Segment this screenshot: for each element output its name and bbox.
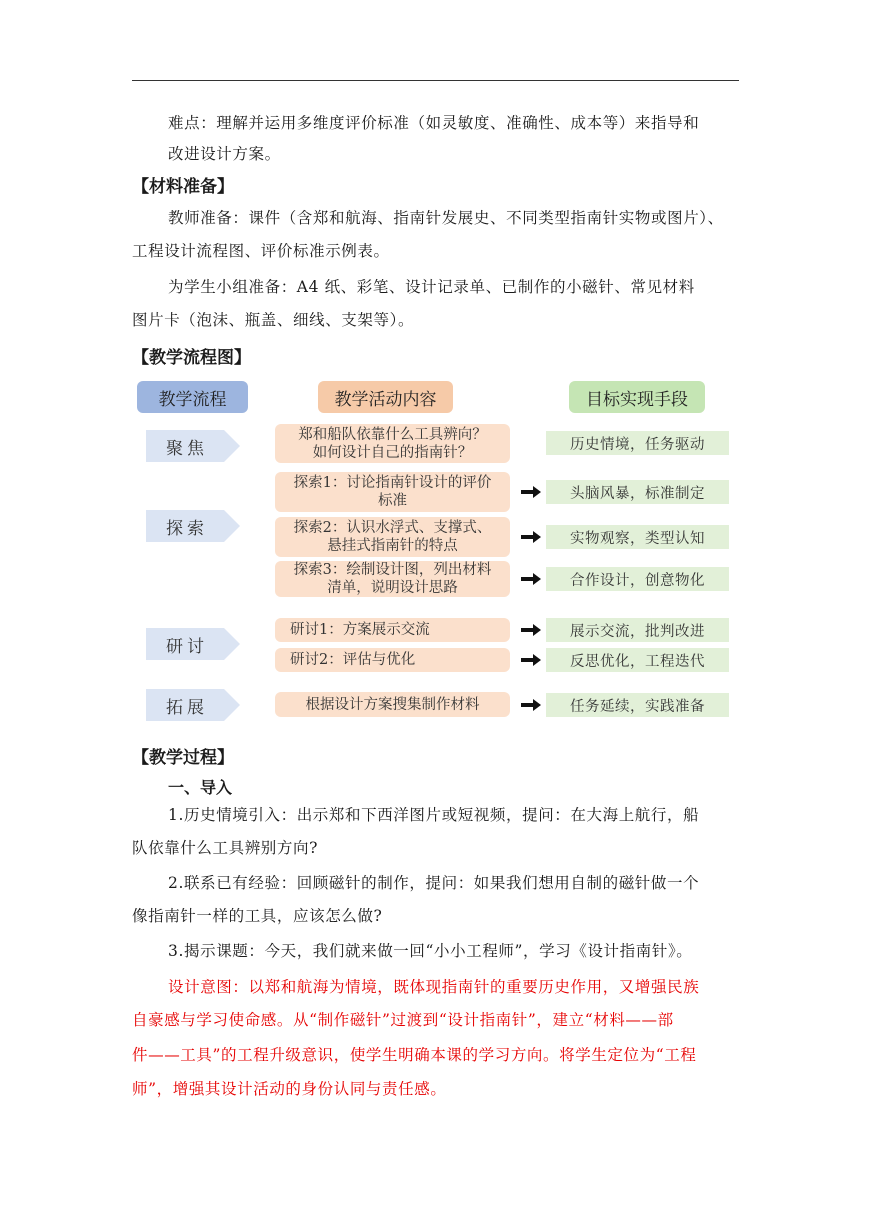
process-item: 像指南针一样的工具，应该怎么做? <box>132 907 383 925</box>
process-item: 队依靠什么工具辨别方向? <box>132 839 319 857</box>
col-header-goal: 目标实现手段 <box>569 381 705 413</box>
goal-box: 合作设计，创意物化 <box>546 567 729 591</box>
intro-subheading: 一、导入 <box>168 778 233 797</box>
activity-line: 研讨2：评估与优化 <box>290 652 416 668</box>
activity-line: 研讨1：方案展示交流 <box>290 622 430 638</box>
design-intent: 师”，增强其设计活动的身份认同与责任感。 <box>132 1080 447 1098</box>
activity-line: 根据设计方案搜集制作材料 <box>305 696 480 713</box>
stage-extend <box>146 689 240 721</box>
header-rule <box>132 80 739 81</box>
activity-line: 探索1：讨论指南针设计的评价 <box>293 475 492 491</box>
activity-box <box>275 472 510 512</box>
activity-line: 探索3：绘制设计图，列出材料 <box>293 562 492 578</box>
activity-box <box>275 424 510 463</box>
right-arrow-icon <box>521 531 541 543</box>
stage-label: 聚焦 <box>166 438 208 459</box>
design-intent: 设计意图：以郑和航海为情境，既体现指南针的重要历史作用，又增强民族 <box>168 978 700 996</box>
goal-box: 实物观察，类型认知 <box>546 525 729 549</box>
activity-box <box>275 618 510 642</box>
stage-explore <box>146 510 240 542</box>
goal-box: 头脑风暴，标准制定 <box>546 480 729 504</box>
activity-box <box>275 692 510 717</box>
process-item: 2.联系已有经验：回顾磁针的制作，提问：如果我们想用自制的磁针做一个 <box>168 874 700 892</box>
goal-box: 展示交流，批判改进 <box>546 618 729 642</box>
right-arrow-icon <box>521 699 541 711</box>
activity-line: 如何设计自己的指南针？ <box>312 444 473 461</box>
right-arrow-icon <box>521 573 541 585</box>
stage-label: 拓展 <box>166 697 208 718</box>
col-header-activity: 教学活动内容 <box>318 381 453 413</box>
activity-box <box>275 648 510 672</box>
stage-discuss <box>146 628 240 660</box>
stage-label: 探索 <box>166 518 208 539</box>
goal-box: 任务延续，实践准备 <box>546 693 729 717</box>
goal-box: 反思优化，工程迭代 <box>546 648 729 672</box>
activity-line: 郑和船队依靠什么工具辨向？ <box>298 426 487 443</box>
right-arrow-icon <box>521 624 541 636</box>
activity-line: 探索2：认识水浮式、支撑式、 <box>293 520 492 536</box>
activity-line: 标准 <box>377 493 407 509</box>
activity-line: 悬挂式指南针的特点 <box>327 538 458 554</box>
difficulty-line: 难点：理解并运用多维度评价标准（如灵敏度、准确性、成本等）来指导和 <box>168 114 700 132</box>
flowchart-heading: 【教学流程图】 <box>132 348 251 368</box>
activity-box <box>275 561 510 597</box>
teacher-prep: 教师准备：课件（含郑和航海、指南针发展史、不同类型指南针实物或图片）、 <box>168 209 724 227</box>
design-intent: 件——工具”的工程升级意识，使学生明确本课的学习方向。将学生定位为“工程 <box>132 1046 697 1064</box>
col-header-process: 教学流程 <box>137 381 248 413</box>
activity-box <box>275 517 510 557</box>
right-arrow-icon <box>521 654 541 666</box>
stage-label: 研讨 <box>166 636 208 657</box>
materials-heading: 【材料准备】 <box>132 177 234 197</box>
process-item: 3.揭示课题：今天，我们就来做一回“小小工程师”，学习《设计指南针》。 <box>168 942 693 960</box>
design-intent: 自豪感与学习使命感。从“制作磁针”过渡到“设计指南针”，建立“材料——部 <box>132 1011 674 1029</box>
student-prep: 为学生小组准备：A4 纸、彩笔、设计记录单、已制作的小磁针、常见材料 <box>168 278 695 296</box>
student-prep: 图片卡（泡沫、瓶盖、细线、支架等）。 <box>132 311 415 329</box>
activity-line: 清单，说明设计思路 <box>327 580 458 596</box>
goal-box: 历史情境，任务驱动 <box>546 431 729 455</box>
process-item: 1.历史情境引入：出示郑和下西洋图片或短视频，提问：在大海上航行，船 <box>168 806 700 824</box>
difficulty-line: 改进设计方案。 <box>168 145 281 163</box>
stage-focus <box>146 430 240 462</box>
right-arrow-icon <box>521 486 541 498</box>
process-heading: 【教学过程】 <box>132 748 234 768</box>
teacher-prep: 工程设计流程图、评价标准示例表。 <box>132 242 390 260</box>
